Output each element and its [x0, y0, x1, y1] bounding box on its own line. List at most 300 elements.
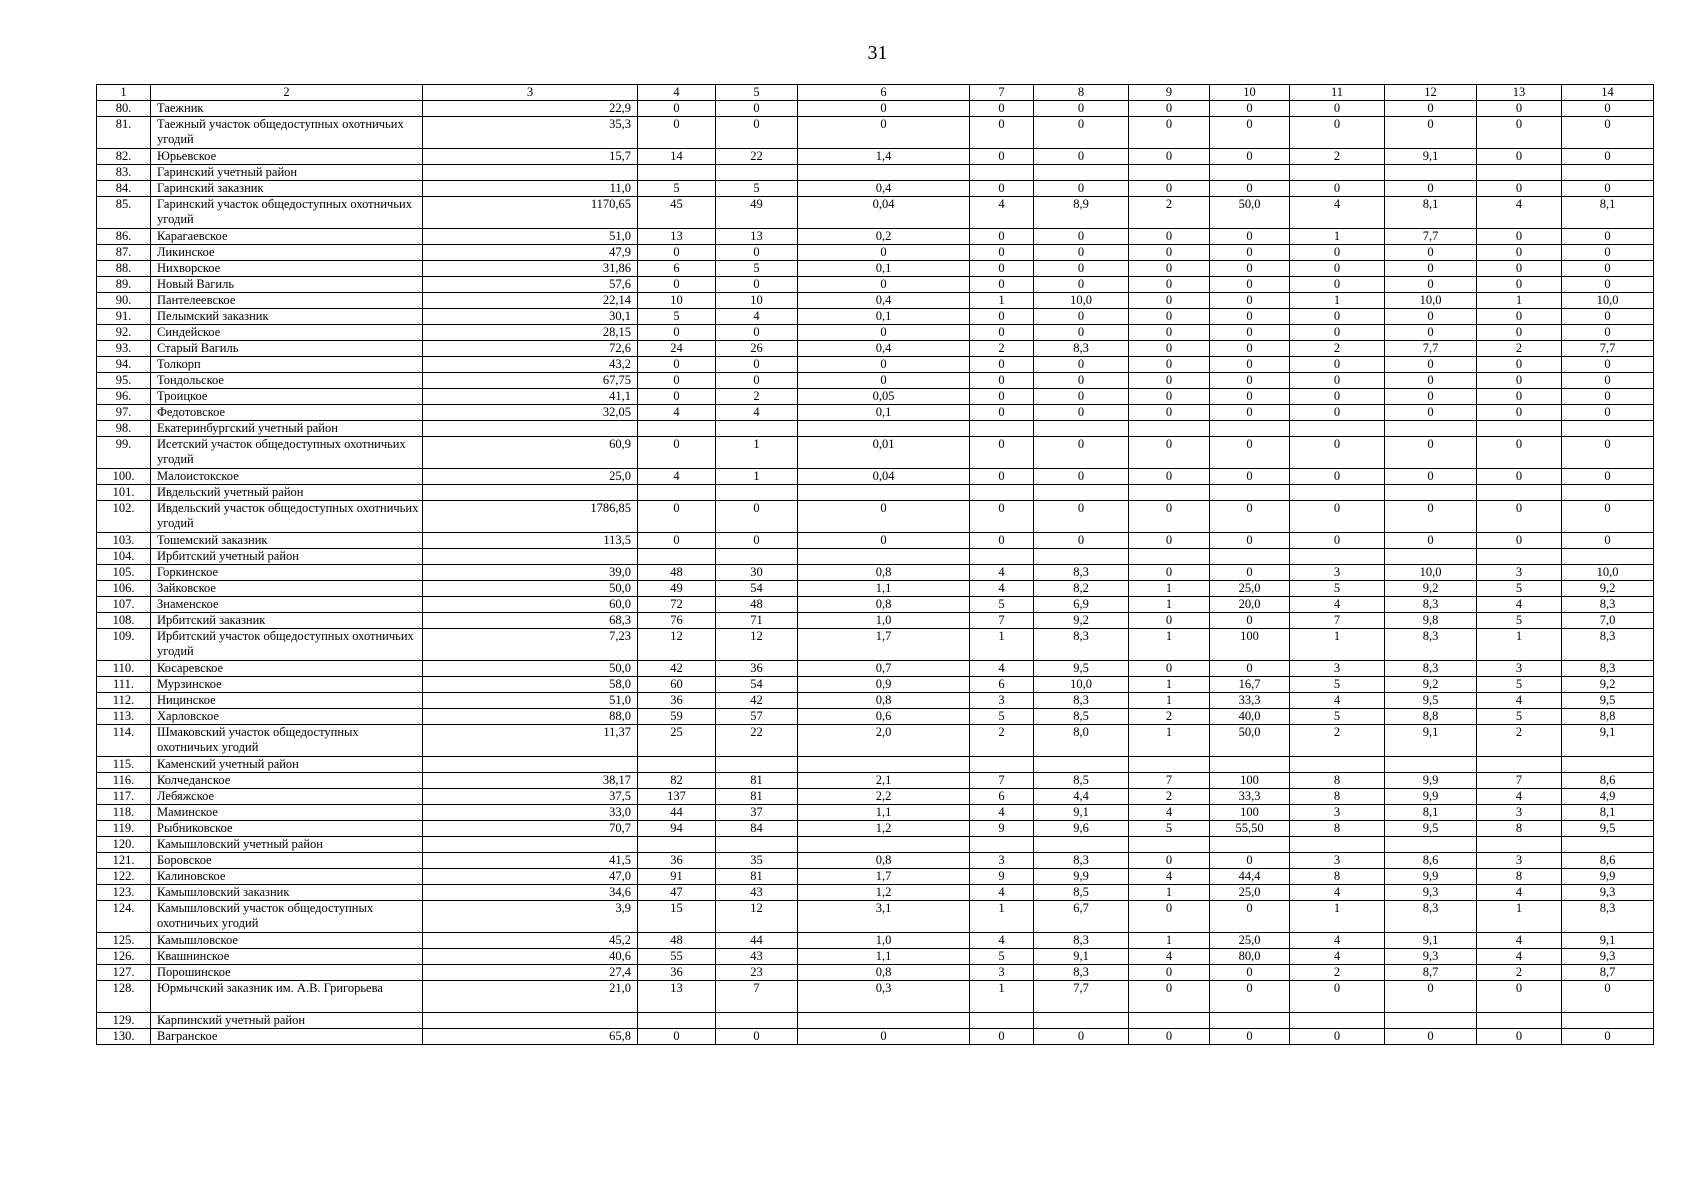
column-header: 4	[638, 85, 716, 101]
value-cell	[1385, 549, 1477, 565]
value-cell	[1129, 549, 1210, 565]
value-cell: 6	[638, 261, 716, 277]
value-cell: 0	[970, 325, 1034, 341]
value-cell	[1210, 485, 1290, 501]
value-cell: 5	[1477, 677, 1562, 693]
value-cell: 47	[638, 885, 716, 901]
value-cell: 22,9	[423, 101, 638, 117]
value-cell: 0	[1129, 965, 1210, 981]
value-cell: 1	[1129, 597, 1210, 613]
data-table-wrapper	[96, 84, 1654, 1045]
value-cell: 113,5	[423, 533, 638, 549]
value-cell: 0	[638, 533, 716, 549]
area-name-cell: Таежный участок общедоступных охотничьих угодий	[151, 117, 423, 149]
value-cell: 55	[638, 949, 716, 965]
value-cell	[1129, 165, 1210, 181]
area-name-cell: Толкорп	[151, 357, 423, 373]
value-cell: 3	[1290, 805, 1385, 821]
value-cell	[638, 549, 716, 565]
value-cell: 0	[1210, 965, 1290, 981]
value-cell: 0	[1477, 981, 1562, 1013]
value-cell: 37	[716, 805, 798, 821]
row-number-cell: 89.	[97, 277, 151, 293]
value-cell: 0	[1210, 901, 1290, 933]
table-row	[97, 773, 1654, 789]
value-cell	[716, 549, 798, 565]
area-name-cell: Таежник	[151, 101, 423, 117]
value-cell: 1170,65	[423, 197, 638, 229]
value-cell: 0	[1290, 981, 1385, 1013]
area-name-cell: Камышловский участок общедоступных охотничьих угодий	[151, 901, 423, 933]
value-cell	[638, 757, 716, 773]
value-cell: 9,5	[1562, 693, 1654, 709]
value-cell: 7	[970, 613, 1034, 629]
value-cell: 0	[1562, 405, 1654, 421]
value-cell	[1477, 485, 1562, 501]
area-name-cell: Федотовское	[151, 405, 423, 421]
value-cell: 5	[970, 597, 1034, 613]
value-cell: 0	[638, 389, 716, 405]
value-cell: 0,4	[798, 293, 970, 309]
value-cell: 0	[1129, 277, 1210, 293]
value-cell: 23	[716, 965, 798, 981]
value-cell: 0	[1477, 533, 1562, 549]
value-cell: 0	[798, 101, 970, 117]
value-cell: 0	[1129, 245, 1210, 261]
table-row	[97, 661, 1654, 677]
value-cell: 12	[638, 629, 716, 661]
area-name-cell: Ивдельский участок общедоступных охотничьих угодий	[151, 501, 423, 533]
value-cell	[423, 485, 638, 501]
value-cell: 0	[638, 1029, 716, 1045]
value-cell: 1	[1477, 901, 1562, 933]
value-cell: 0	[1210, 277, 1290, 293]
value-cell: 48	[638, 565, 716, 581]
value-cell: 3	[970, 853, 1034, 869]
value-cell: 8,3	[1562, 629, 1654, 661]
area-name-cell: Ирбитский учетный район	[151, 549, 423, 565]
value-cell: 0	[1210, 501, 1290, 533]
value-cell: 0	[798, 501, 970, 533]
table-row	[97, 629, 1654, 661]
row-number-cell: 124.	[97, 901, 151, 933]
area-name-cell: Исетский участок общедоступных охотничьих угодий	[151, 437, 423, 469]
value-cell: 0,8	[798, 965, 970, 981]
value-cell: 0	[798, 325, 970, 341]
value-cell	[1210, 757, 1290, 773]
value-cell: 1	[970, 293, 1034, 309]
table-row	[97, 837, 1654, 853]
value-cell: 4	[716, 405, 798, 421]
value-cell	[1129, 837, 1210, 853]
value-cell: 33,3	[1210, 693, 1290, 709]
value-cell: 34,6	[423, 885, 638, 901]
value-cell: 0	[1034, 229, 1129, 245]
column-header: 12	[1385, 85, 1477, 101]
value-cell: 1,2	[798, 885, 970, 901]
table-row	[97, 405, 1654, 421]
value-cell: 5	[970, 709, 1034, 725]
value-cell: 26	[716, 341, 798, 357]
value-cell: 1	[1290, 293, 1385, 309]
value-cell: 0	[1129, 373, 1210, 389]
value-cell	[970, 837, 1034, 853]
value-cell: 0,2	[798, 229, 970, 245]
value-cell: 7,7	[1562, 341, 1654, 357]
value-cell: 2	[1129, 197, 1210, 229]
value-cell: 36	[716, 661, 798, 677]
value-cell: 0,04	[798, 469, 970, 485]
value-cell: 0	[716, 245, 798, 261]
value-cell	[1385, 165, 1477, 181]
area-name-cell: Горкинское	[151, 565, 423, 581]
value-cell: 0	[638, 245, 716, 261]
value-cell: 5	[1477, 709, 1562, 725]
row-number-cell: 85.	[97, 197, 151, 229]
row-number-cell: 118.	[97, 805, 151, 821]
value-cell: 4	[1477, 197, 1562, 229]
value-cell: 0	[1129, 117, 1210, 149]
value-cell: 50,0	[1210, 197, 1290, 229]
value-cell	[423, 837, 638, 853]
value-cell: 0	[970, 309, 1034, 325]
value-cell: 0	[1385, 181, 1477, 197]
row-number-cell: 112.	[97, 693, 151, 709]
value-cell: 0	[1290, 181, 1385, 197]
value-cell: 5	[638, 309, 716, 325]
value-cell: 0	[1290, 389, 1385, 405]
area-name-cell: Каменский учетный район	[151, 757, 423, 773]
area-name-cell: Камышловский учетный район	[151, 837, 423, 853]
row-number-cell: 100.	[97, 469, 151, 485]
value-cell: 0	[1477, 405, 1562, 421]
value-cell: 0	[1477, 1029, 1562, 1045]
value-cell: 4	[1290, 597, 1385, 613]
value-cell: 0	[1210, 357, 1290, 373]
value-cell: 0	[970, 405, 1034, 421]
area-name-cell: Зайковское	[151, 581, 423, 597]
value-cell: 0	[1290, 373, 1385, 389]
value-cell: 33,0	[423, 805, 638, 821]
area-name-cell: Гаринский участок общедоступных охотничьих угодий	[151, 197, 423, 229]
table-row	[97, 309, 1654, 325]
value-cell	[970, 485, 1034, 501]
value-cell: 0	[970, 469, 1034, 485]
row-number-cell: 90.	[97, 293, 151, 309]
area-name-cell: Юрмычский заказник им. А.В. Григорьева	[151, 981, 423, 1013]
row-number-cell: 125.	[97, 933, 151, 949]
value-cell: 0	[970, 181, 1034, 197]
value-cell: 4	[1477, 693, 1562, 709]
table-row	[97, 437, 1654, 469]
value-cell: 1	[1477, 293, 1562, 309]
table-row	[97, 261, 1654, 277]
value-cell: 0	[1034, 261, 1129, 277]
value-cell: 2	[1477, 725, 1562, 757]
value-cell: 2	[1290, 149, 1385, 165]
row-number-cell: 123.	[97, 885, 151, 901]
value-cell: 0	[1034, 405, 1129, 421]
value-cell	[423, 421, 638, 437]
column-header: 5	[716, 85, 798, 101]
row-number-cell: 97.	[97, 405, 151, 421]
value-cell: 8,5	[1034, 885, 1129, 901]
value-cell: 0	[1385, 389, 1477, 405]
value-cell: 0,7	[798, 661, 970, 677]
value-cell: 1	[1129, 581, 1210, 597]
value-cell: 0	[1034, 1029, 1129, 1045]
value-cell: 0	[1290, 277, 1385, 293]
table-row	[97, 1029, 1654, 1045]
value-cell: 6,7	[1034, 901, 1129, 933]
value-cell: 2	[970, 341, 1034, 357]
value-cell: 0	[1034, 277, 1129, 293]
value-cell: 4	[1290, 693, 1385, 709]
value-cell: 11,37	[423, 725, 638, 757]
value-cell: 9,1	[1385, 725, 1477, 757]
value-cell: 0	[1477, 277, 1562, 293]
value-cell: 0	[1210, 325, 1290, 341]
table-row	[97, 181, 1654, 197]
table-row	[97, 613, 1654, 629]
table-body	[97, 101, 1654, 1045]
value-cell: 4	[1129, 869, 1210, 885]
value-cell: 0	[1385, 405, 1477, 421]
value-cell: 0,8	[798, 565, 970, 581]
value-cell: 1786,85	[423, 501, 638, 533]
value-cell: 0	[1129, 389, 1210, 405]
value-cell: 9,9	[1385, 773, 1477, 789]
value-cell: 0	[1290, 469, 1385, 485]
value-cell: 1	[1290, 229, 1385, 245]
value-cell	[423, 1013, 638, 1029]
row-number-cell: 88.	[97, 261, 151, 277]
value-cell: 0	[1385, 533, 1477, 549]
table-row	[97, 965, 1654, 981]
table-row	[97, 245, 1654, 261]
value-cell: 0	[1210, 661, 1290, 677]
value-cell: 6	[970, 677, 1034, 693]
value-cell: 100	[1210, 805, 1290, 821]
value-cell: 3	[970, 965, 1034, 981]
value-cell: 0	[1562, 533, 1654, 549]
row-number-cell: 117.	[97, 789, 151, 805]
value-cell: 9,6	[1034, 821, 1129, 837]
value-cell: 41,1	[423, 389, 638, 405]
value-cell: 4	[1129, 949, 1210, 965]
value-cell: 55,50	[1210, 821, 1290, 837]
value-cell: 0	[1385, 261, 1477, 277]
value-cell: 0,1	[798, 309, 970, 325]
value-cell: 0	[638, 277, 716, 293]
value-cell: 22	[716, 149, 798, 165]
value-cell: 0	[1562, 117, 1654, 149]
column-header: 1	[97, 85, 151, 101]
value-cell: 8,8	[1385, 709, 1477, 725]
value-cell	[970, 549, 1034, 565]
value-cell	[798, 485, 970, 501]
value-cell	[970, 757, 1034, 773]
value-cell: 0	[1210, 117, 1290, 149]
value-cell: 1	[1129, 629, 1210, 661]
value-cell: 59	[638, 709, 716, 725]
value-cell: 2	[1129, 709, 1210, 725]
value-cell: 31,86	[423, 261, 638, 277]
value-cell: 0	[1477, 325, 1562, 341]
value-cell: 7	[970, 773, 1034, 789]
value-cell: 0	[1210, 149, 1290, 165]
value-cell: 2	[1477, 341, 1562, 357]
value-cell: 0	[1129, 533, 1210, 549]
value-cell: 0	[1290, 245, 1385, 261]
value-cell	[716, 485, 798, 501]
value-cell: 0	[1385, 101, 1477, 117]
table-row	[97, 165, 1654, 181]
value-cell: 3	[970, 693, 1034, 709]
table-row	[97, 885, 1654, 901]
value-cell: 0	[1477, 181, 1562, 197]
value-cell: 0	[1034, 533, 1129, 549]
value-cell: 4	[1290, 933, 1385, 949]
value-cell: 9,1	[1034, 949, 1129, 965]
value-cell: 0,3	[798, 981, 970, 1013]
value-cell: 0	[1477, 437, 1562, 469]
value-cell: 5	[716, 181, 798, 197]
area-name-cell: Ликинское	[151, 245, 423, 261]
row-number-cell: 94.	[97, 357, 151, 373]
value-cell: 1	[1129, 725, 1210, 757]
value-cell: 0	[1210, 533, 1290, 549]
value-cell: 0	[798, 277, 970, 293]
value-cell: 0	[1477, 309, 1562, 325]
column-header: 7	[970, 85, 1034, 101]
table-row	[97, 709, 1654, 725]
table-row	[97, 901, 1654, 933]
value-cell: 65,8	[423, 1029, 638, 1045]
value-cell	[970, 1013, 1034, 1029]
value-cell: 100	[1210, 773, 1290, 789]
value-cell: 5	[1477, 613, 1562, 629]
value-cell: 54	[716, 677, 798, 693]
table-row	[97, 469, 1654, 485]
table-row	[97, 549, 1654, 565]
value-cell	[1290, 165, 1385, 181]
value-cell: 1	[970, 629, 1034, 661]
value-cell: 7,7	[1385, 229, 1477, 245]
value-cell	[1477, 421, 1562, 437]
value-cell: 43,2	[423, 357, 638, 373]
value-cell	[1129, 421, 1210, 437]
value-cell: 8,3	[1034, 629, 1129, 661]
value-cell: 81	[716, 869, 798, 885]
value-cell: 4	[970, 197, 1034, 229]
value-cell: 0	[970, 501, 1034, 533]
value-cell: 0	[1385, 309, 1477, 325]
value-cell: 0	[1562, 469, 1654, 485]
value-cell: 0	[1562, 309, 1654, 325]
value-cell: 0	[1477, 357, 1562, 373]
value-cell: 38,17	[423, 773, 638, 789]
value-cell: 9,2	[1034, 613, 1129, 629]
data-table	[96, 84, 1654, 1045]
value-cell: 50,0	[423, 661, 638, 677]
value-cell: 0	[1385, 501, 1477, 533]
value-cell: 0	[1477, 149, 1562, 165]
value-cell: 0	[1477, 117, 1562, 149]
value-cell: 7	[1290, 613, 1385, 629]
row-number-cell: 113.	[97, 709, 151, 725]
value-cell	[970, 165, 1034, 181]
value-cell: 6	[970, 789, 1034, 805]
value-cell: 50,0	[423, 581, 638, 597]
table-row	[97, 869, 1654, 885]
value-cell: 70,7	[423, 821, 638, 837]
value-cell: 0	[716, 277, 798, 293]
value-cell: 10	[638, 293, 716, 309]
value-cell	[798, 549, 970, 565]
value-cell: 2	[1290, 725, 1385, 757]
value-cell	[1290, 757, 1385, 773]
value-cell: 0	[1034, 357, 1129, 373]
table-row	[97, 533, 1654, 549]
value-cell	[798, 421, 970, 437]
value-cell	[716, 421, 798, 437]
value-cell	[1290, 837, 1385, 853]
value-cell	[1034, 549, 1129, 565]
value-cell: 0	[1477, 245, 1562, 261]
value-cell: 0	[1034, 501, 1129, 533]
value-cell: 8,6	[1562, 853, 1654, 869]
value-cell: 0	[1562, 325, 1654, 341]
table-row	[97, 677, 1654, 693]
table-row	[97, 357, 1654, 373]
value-cell: 2	[716, 389, 798, 405]
value-cell: 0	[970, 149, 1034, 165]
value-cell: 68,3	[423, 613, 638, 629]
value-cell: 8,3	[1385, 597, 1477, 613]
value-cell: 8,5	[1034, 709, 1129, 725]
value-cell: 0	[1290, 1029, 1385, 1045]
value-cell: 9,5	[1385, 821, 1477, 837]
value-cell: 2,1	[798, 773, 970, 789]
value-cell: 0	[1210, 261, 1290, 277]
value-cell: 0	[1562, 389, 1654, 405]
value-cell: 40,6	[423, 949, 638, 965]
value-cell: 0	[1290, 101, 1385, 117]
value-cell: 5	[1290, 709, 1385, 725]
value-cell: 4	[1290, 949, 1385, 965]
value-cell: 47,9	[423, 245, 638, 261]
value-cell: 8,3	[1385, 901, 1477, 933]
value-cell: 2,2	[798, 789, 970, 805]
value-cell: 49	[638, 581, 716, 597]
value-cell: 0	[716, 325, 798, 341]
value-cell: 0	[1129, 501, 1210, 533]
value-cell: 0	[1290, 117, 1385, 149]
value-cell: 10,0	[1385, 293, 1477, 309]
table-row	[97, 757, 1654, 773]
value-cell: 0	[1034, 389, 1129, 405]
value-cell: 16,7	[1210, 677, 1290, 693]
value-cell: 0	[1210, 309, 1290, 325]
column-header: 11	[1290, 85, 1385, 101]
value-cell: 2	[1290, 965, 1385, 981]
value-cell: 0	[1290, 533, 1385, 549]
value-cell: 9,3	[1385, 885, 1477, 901]
value-cell: 0	[1210, 981, 1290, 1013]
value-cell: 0	[1210, 293, 1290, 309]
value-cell: 5	[638, 181, 716, 197]
